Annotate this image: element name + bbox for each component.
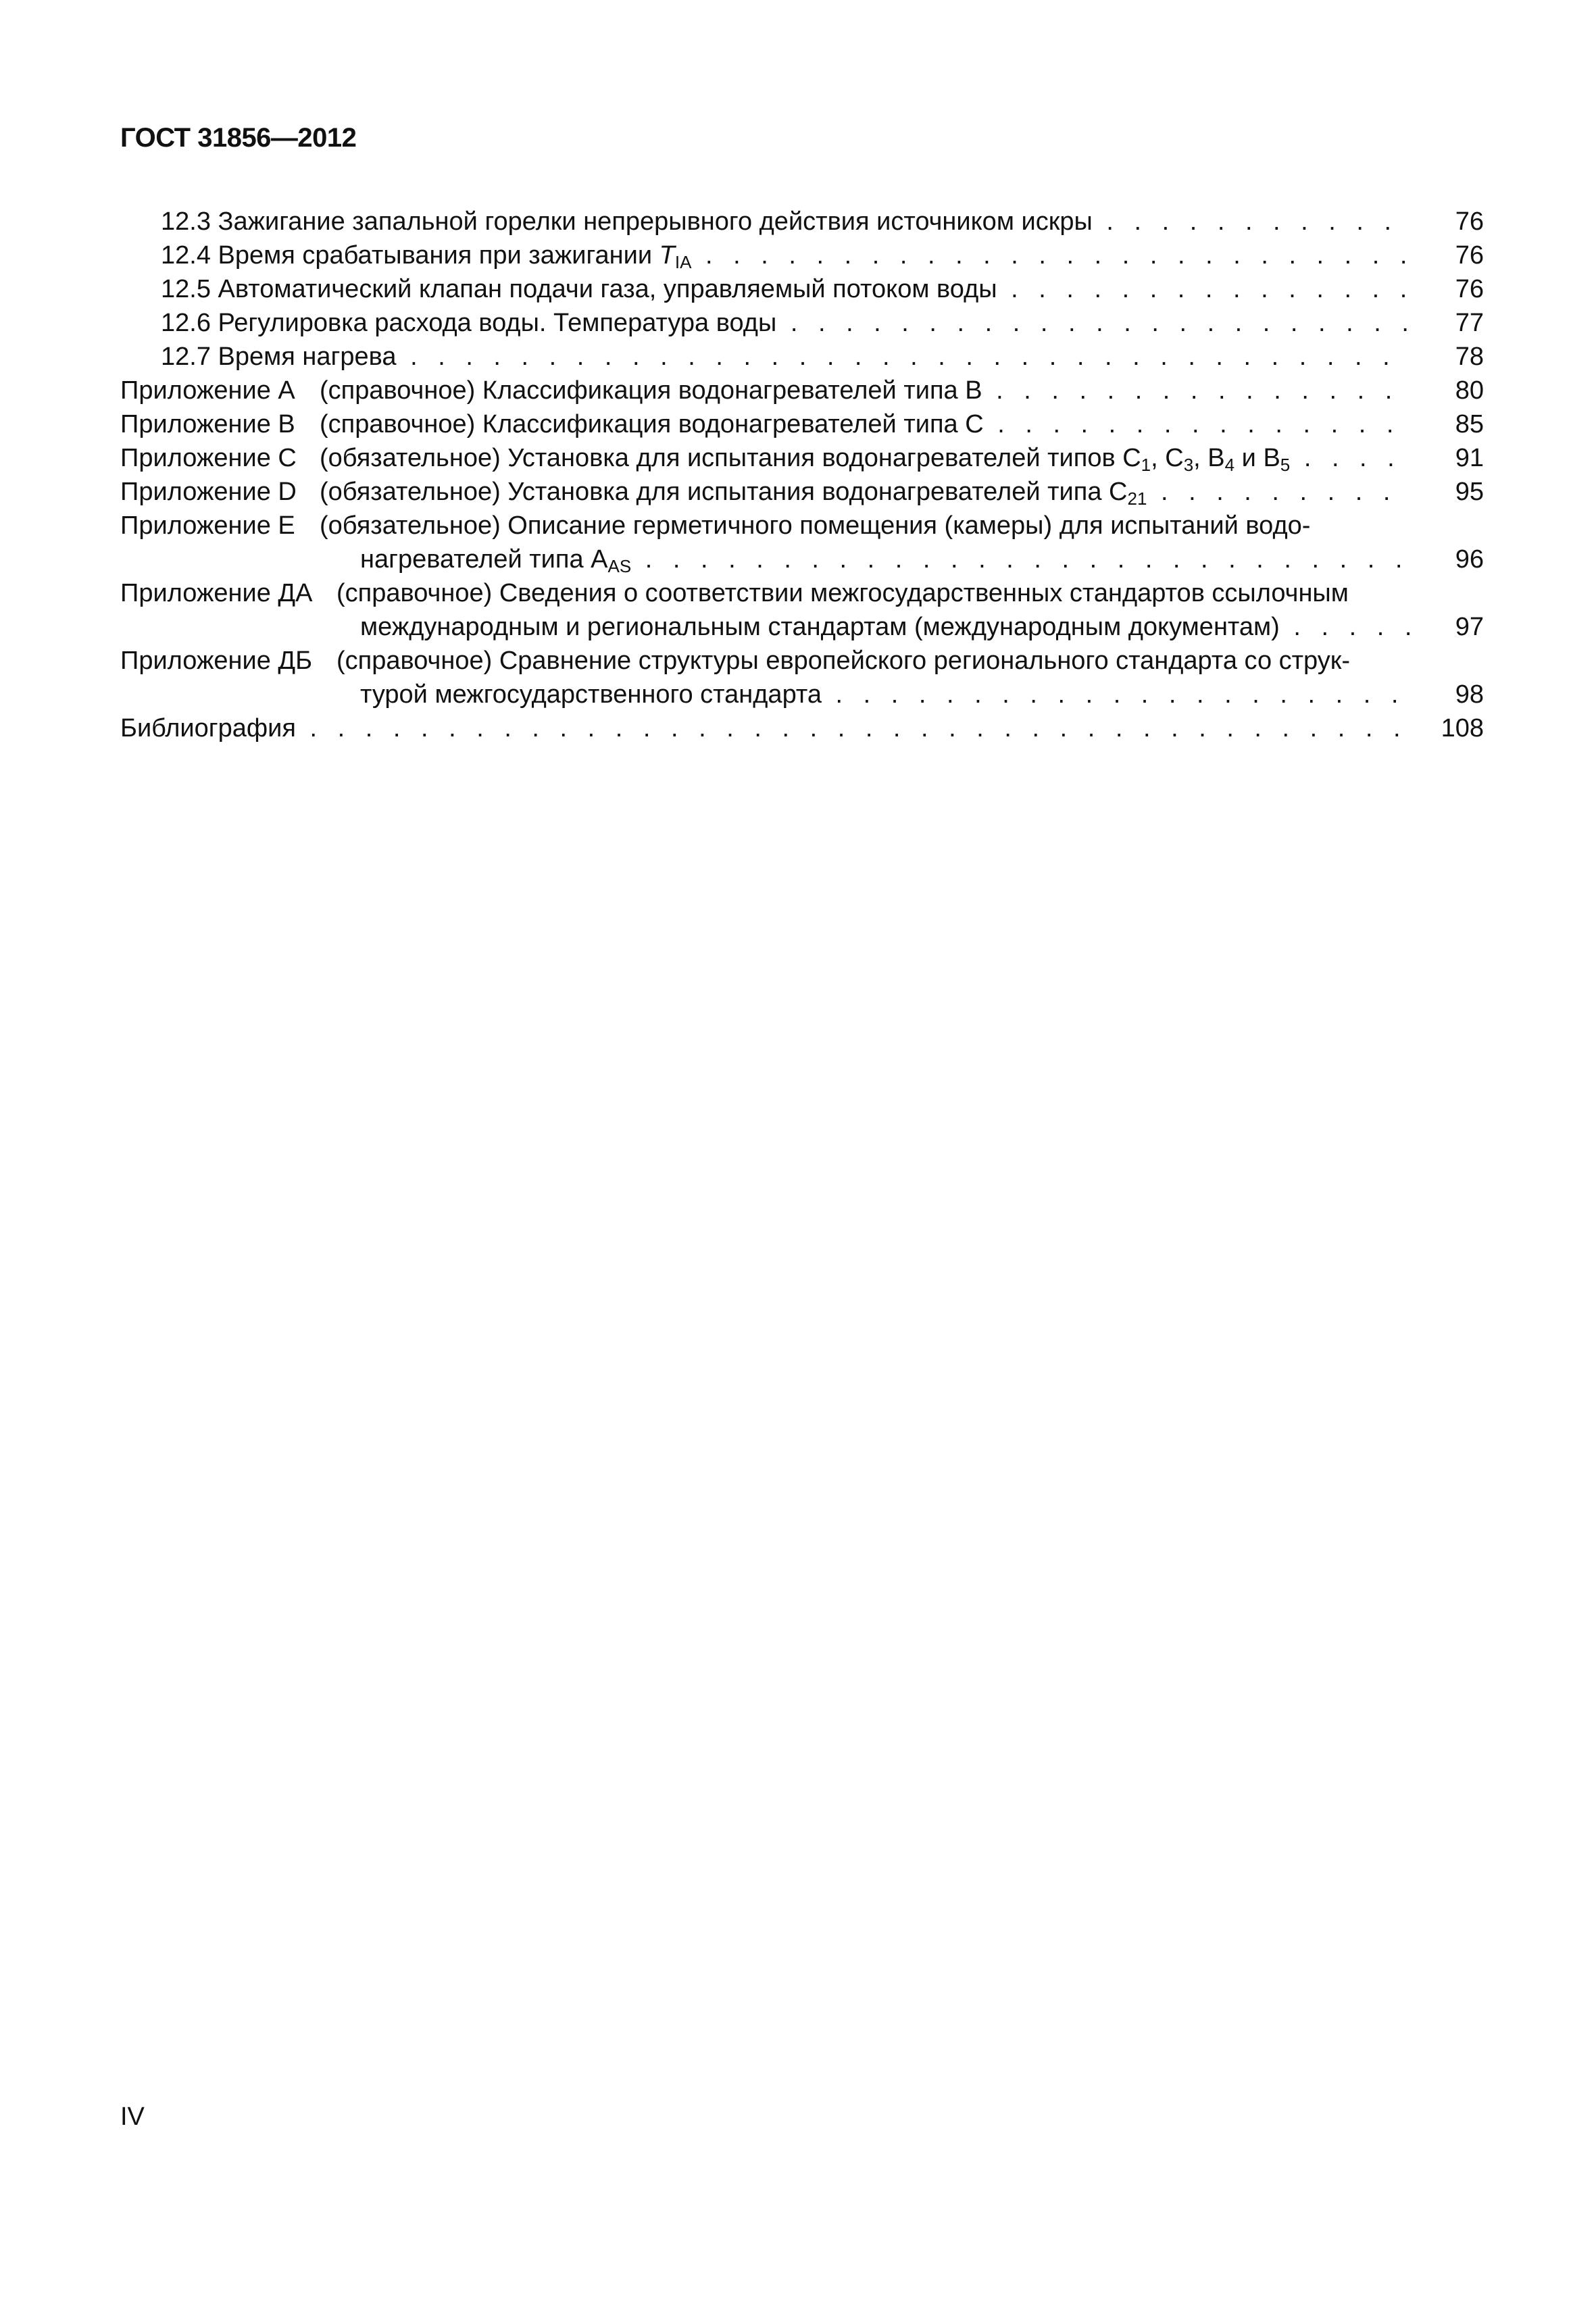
- toc-page-number: 97: [1455, 613, 1484, 641]
- toc-page-number: 77: [1455, 309, 1484, 337]
- appendix-title: (справочное) Сравнение структуры европейского регионального стандарта со струк-: [336, 647, 1351, 675]
- appendix-label: Приложение ДА: [120, 579, 313, 607]
- appendix-title-cont: турой межгосударственного стандарта: [360, 680, 822, 709]
- bibliography-title: Библиография: [120, 714, 296, 743]
- toc-appendix-c: Приложение С (обязательное) Установка для испытания водонагревателей типов $С_1$, $С_3$, $В_4$ и $В_5$ . . . 91: [120, 441, 1484, 475]
- toc-page-number: 76: [1455, 241, 1484, 270]
- toc-page-number: 80: [1455, 376, 1484, 405]
- toc-appendix-e-cont: нагревателей типа $А_{AS}$ . . . 96: [120, 543, 1484, 576]
- toc-page-number: 85: [1455, 410, 1484, 438]
- toc-entry-title: 12.4 Время срабатывания при зажигании: [161, 241, 659, 270]
- toc-entry-12-6: [120, 306, 1484, 340]
- appendix-title-cont: международным и региональным стандартам (международным документам): [360, 613, 1280, 641]
- standard-number-header: ГОСТ 31856—2012: [120, 123, 357, 153]
- toc-page-number: 96: [1455, 545, 1484, 574]
- toc-appendix-da: [120, 576, 1484, 610]
- appendix-title: (обязательное) Описание герметичного помещения (камеры) для испытаний водо-: [320, 511, 1311, 540]
- appendix-label: Приложение А: [120, 376, 295, 405]
- toc-bibliography: [120, 711, 1484, 745]
- toc-entry-12-4: [120, 238, 1484, 272]
- toc-entry-title: 12.6 Регулировка расхода воды. Температура воды: [161, 309, 777, 337]
- appendix-label: Приложение Е: [120, 511, 295, 540]
- toc-appendix-db: [120, 644, 1484, 678]
- toc-appendix-a: [120, 374, 1484, 407]
- symbol-subscript: IA: [674, 252, 692, 272]
- toc-appendix-b: [120, 407, 1484, 441]
- appendix-title: (справочное) Классификация водонагревателей типа С: [320, 410, 984, 438]
- appendix-label: Приложение В: [120, 410, 295, 438]
- appendix-title: (обязательное) Установка для испытания водонагревателей типа С: [320, 478, 1128, 506]
- toc-entry-title: 12.7 Время нагрева: [161, 343, 397, 371]
- toc-entry-title: 12.3 Зажигание запальной горелки непрерывного действия источником искры: [161, 207, 1093, 236]
- toc-page-number: 76: [1455, 275, 1484, 303]
- toc-entry-title: 12.5 Автоматический клапан подачи газа, управляемый потоком воды: [161, 275, 997, 303]
- toc-appendix-e: [120, 509, 1484, 543]
- table-of-contents: [120, 205, 1484, 745]
- toc-entry-12-5: [120, 272, 1484, 306]
- appendix-title: (справочное) Сведения о соответствии межгосударственных стандартов ссылочным: [336, 579, 1349, 607]
- toc-appendix-da-cont: [120, 610, 1484, 644]
- toc-page-number: 91: [1455, 444, 1484, 472]
- toc-entry-12-7: [120, 340, 1484, 374]
- page-number-footer: IV: [120, 2103, 145, 2131]
- toc-page-number: 98: [1455, 680, 1484, 709]
- appendix-title-cont: нагревателей типа А: [360, 545, 608, 574]
- appendix-label: Приложение D: [120, 478, 297, 506]
- toc-entry-12-3: [120, 205, 1484, 238]
- appendix-label: Приложение С: [120, 444, 297, 472]
- appendix-title: (справочное) Классификация водонагревателей типа В: [320, 376, 982, 405]
- toc-appendix-d: Приложение D (обязательное) Установка для испытания водонагревателей типа $С_{21}$ . . . 95: [120, 475, 1484, 509]
- toc-page-number: 108: [1441, 714, 1484, 743]
- toc-page-number: 76: [1455, 207, 1484, 236]
- toc-appendix-db-cont: [120, 678, 1484, 711]
- toc-page-number: 95: [1455, 478, 1484, 506]
- appendix-title: (обязательное) Установка для испытания водонагревателей типов С: [320, 444, 1141, 472]
- symbol-t: T: [659, 241, 675, 270]
- appendix-label: Приложение ДБ: [120, 647, 313, 675]
- toc-page-number: 78: [1455, 343, 1484, 371]
